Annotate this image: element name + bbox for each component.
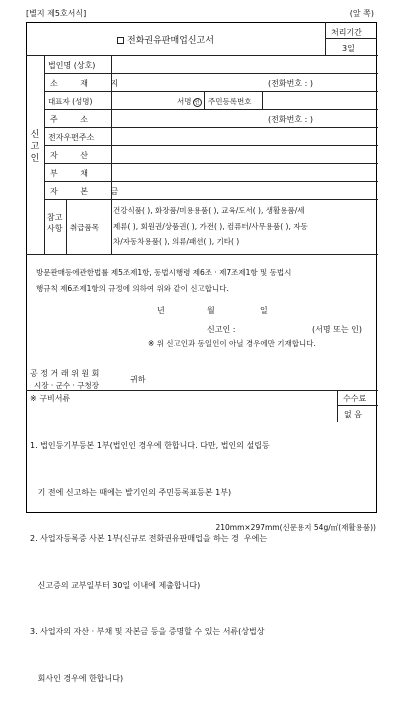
declaration-text	[36, 265, 291, 297]
residence-phone: (전화번호 : )	[268, 115, 313, 124]
form-title	[117, 33, 214, 46]
document-item: 2. 사업자등록증 사본 1부(신규로 전화권유판매업을 하는 경 우에는	[30, 534, 268, 543]
document-item: 1. 법인등기부등본 1부(법인인 경우에 한합니다. 다만, 법인의 설립등	[30, 441, 270, 450]
representative-label: 대표자 (성명)	[48, 97, 93, 106]
email-label: 전자우편주소	[48, 133, 95, 142]
paper-spec-footer: 210mm×297mm(신문용지 54g/㎡(재활용품))	[215, 523, 376, 532]
date-day: 일	[260, 306, 268, 315]
documents-list	[30, 407, 270, 702]
date-month: 월	[207, 306, 215, 315]
location-label: 소 재 지	[50, 79, 129, 88]
liabilities-label: 부 채	[50, 169, 98, 178]
company-name-label: 법인명 (상호)	[48, 61, 96, 70]
applicant-section-label: 신고인	[30, 130, 40, 164]
residence-label: 주 소	[50, 115, 98, 124]
recipient-suffix: 귀하	[130, 375, 146, 384]
page-side-label: (앞 쪽)	[349, 9, 374, 18]
square-checkbox-icon	[117, 37, 124, 44]
signature-label: 서명	[177, 97, 192, 106]
items-label: 취급품목	[70, 223, 99, 232]
date-year: 년	[157, 306, 165, 315]
document-item: 기 전에 신고하는 때에는 발기인의 주민등록표등본 1부)	[30, 487, 232, 497]
notes-label: 참고사항	[47, 213, 63, 233]
form-number: [별지 제5호서식]	[26, 9, 87, 18]
signature-field	[177, 96, 202, 107]
items-line-2: 제류( ), 회원권/상품권( ), 가전( ), 컴퓨터/사무용품( ), 자동	[113, 221, 308, 231]
form-title-text: 전화권유판매업신고서	[127, 36, 214, 46]
document-item: 3. 사업자의 자산 · 부채 및 자본금 등을 증명할 수 있는 서류(상법상	[30, 627, 265, 636]
document-item: 신고증의 교부일부터 30일 이내에 제출합니다)	[30, 580, 201, 590]
signer-note: ※ 위 신고인과 동일인이 아닐 경우에만 기재합니다.	[148, 339, 316, 348]
signer-label: 신고인 :	[207, 325, 236, 334]
rrn-label: 주민등록번호	[208, 97, 252, 106]
declaration-line-2: 행규칙 제6조제1항의 규정에 의하여 위와 같이 신고합니다.	[36, 284, 229, 293]
location-phone: (전화번호 : )	[268, 79, 313, 88]
assets-label: 자 산	[50, 151, 98, 160]
documents-header: ※ 구비서류	[30, 394, 71, 403]
processing-period-value: 3일	[342, 44, 355, 53]
sign-hint: (서명 또는 인)	[312, 325, 362, 334]
items-line-3: 차/자동차용품( ), 의류/패션( ), 기타( )	[113, 237, 240, 246]
processing-period-label: 처리기간	[331, 28, 362, 37]
recipient-line-1: 공 정 거 래 위 원 회	[30, 369, 100, 378]
fee-value: 없 음	[344, 410, 362, 419]
fee-label: 수수료	[343, 394, 367, 403]
capital-label: 자 본 금	[50, 187, 129, 196]
document-item: 회사인 경우에 한합니다)	[30, 673, 124, 683]
items-text	[113, 203, 308, 250]
recipient-line-2: 시장 · 군수 · 구청장	[34, 381, 100, 390]
items-line-1: 건강식품( ), 화장품/미용용품( ), 교육/도서( ), 생활용품/세	[113, 206, 305, 215]
declaration-line-1: 방문판매등에관한법률 제5조제1항, 동법시행령 제6조 · 제7조제1항 및 동법시	[36, 268, 292, 277]
seal-icon: 인	[194, 99, 200, 106]
